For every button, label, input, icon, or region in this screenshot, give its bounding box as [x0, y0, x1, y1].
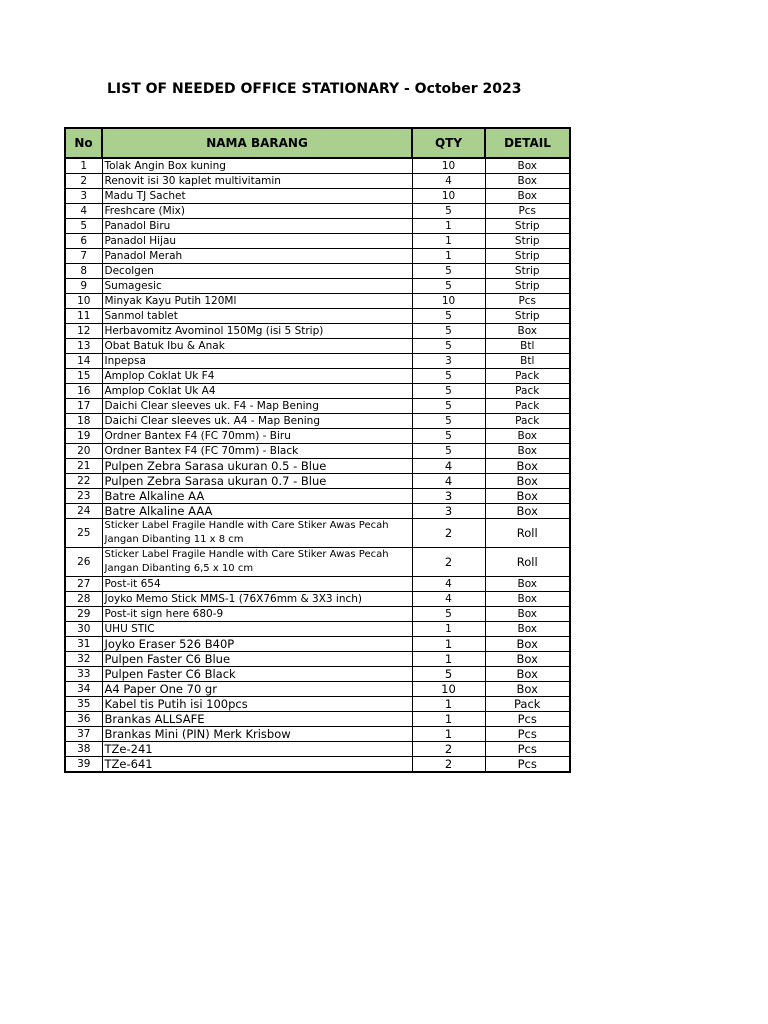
row-number-cell: 25 — [65, 519, 102, 548]
row-number-cell: 14 — [65, 354, 102, 369]
item-name-cell: A4 Paper One 70 gr — [102, 682, 412, 697]
row-number-cell: 29 — [65, 607, 102, 622]
quantity-cell: 10 — [412, 294, 485, 309]
unit-cell: Box — [485, 667, 570, 682]
quantity-cell: 5 — [412, 204, 485, 219]
unit-cell: Pack — [485, 384, 570, 399]
item-name-cell: Batre Alkaline AAA — [102, 504, 412, 519]
unit-cell: Strip — [485, 264, 570, 279]
quantity-cell: 3 — [412, 489, 485, 504]
unit-cell: Pcs — [485, 727, 570, 742]
table-row — [65, 279, 570, 294]
row-number-cell: 26 — [65, 548, 102, 577]
quantity-cell: 5 — [412, 607, 485, 622]
unit-cell: Box — [485, 592, 570, 607]
item-name-cell: Daichi Clear sleeves uk. F4 - Map Bening — [102, 399, 412, 414]
item-name-cell: Pulpen Faster C6 Blue — [102, 652, 412, 667]
item-name-cell: Panadol Biru — [102, 219, 412, 234]
row-number-cell: 8 — [65, 264, 102, 279]
unit-cell: Pcs — [485, 712, 570, 727]
quantity-cell: 5 — [412, 384, 485, 399]
quantity-cell: 1 — [412, 622, 485, 637]
item-name-cell: Obat Batuk Ibu & Anak — [102, 339, 412, 354]
unit-cell: Box — [485, 489, 570, 504]
row-number-cell: 24 — [65, 504, 102, 519]
row-number-cell: 28 — [65, 592, 102, 607]
quantity-cell: 2 — [412, 548, 485, 577]
item-name-cell: Post-it sign here 680-9 — [102, 607, 412, 622]
quantity-cell: 2 — [412, 757, 485, 773]
row-number-cell: 36 — [65, 712, 102, 727]
unit-cell: Box — [485, 622, 570, 637]
table-row — [65, 174, 570, 189]
item-name-cell: Sumagesic — [102, 279, 412, 294]
row-number-cell: 19 — [65, 429, 102, 444]
unit-cell: Btl — [485, 339, 570, 354]
header-detail: DETAIL — [485, 128, 570, 158]
unit-cell: Pcs — [485, 294, 570, 309]
table-header-row — [65, 128, 570, 158]
table-row — [65, 264, 570, 279]
row-number-cell: 18 — [65, 414, 102, 429]
table-row — [65, 757, 570, 773]
table-row — [65, 459, 570, 474]
table-row — [65, 652, 570, 667]
table-row — [65, 309, 570, 324]
unit-cell: Btl — [485, 354, 570, 369]
row-number-cell: 6 — [65, 234, 102, 249]
document-title: LIST OF NEEDED OFFICE STATIONARY - October 2023 — [107, 81, 522, 97]
row-number-cell: 32 — [65, 652, 102, 667]
table-row — [65, 399, 570, 414]
table-row — [65, 519, 570, 548]
table-row — [65, 189, 570, 204]
row-number-cell: 2 — [65, 174, 102, 189]
quantity-cell: 1 — [412, 727, 485, 742]
stationery-table — [64, 127, 571, 773]
unit-cell: Box — [485, 577, 570, 592]
row-number-cell: 34 — [65, 682, 102, 697]
unit-cell: Pcs — [485, 742, 570, 757]
item-name-cell: Ordner Bantex F4 (FC 70mm) - Biru — [102, 429, 412, 444]
unit-cell: Strip — [485, 234, 570, 249]
item-name-cell: Freshcare (Mix) — [102, 204, 412, 219]
table-row — [65, 667, 570, 682]
table-row — [65, 444, 570, 459]
row-number-cell: 13 — [65, 339, 102, 354]
unit-cell: Roll — [485, 548, 570, 577]
row-number-cell: 33 — [65, 667, 102, 682]
item-name-cell: Sticker Label Fragile Handle with Care Stiker Awas Pecah Jangan Dibanting 6,5 x 10 cm — [102, 548, 412, 577]
item-name-cell: Pulpen Faster C6 Black — [102, 667, 412, 682]
item-name-cell: TZe-641 — [102, 757, 412, 773]
item-name-cell: Daichi Clear sleeves uk. A4 - Map Bening — [102, 414, 412, 429]
row-number-cell: 31 — [65, 637, 102, 652]
unit-cell: Box — [485, 504, 570, 519]
unit-cell: Strip — [485, 219, 570, 234]
table-row — [65, 682, 570, 697]
item-name-cell: Decolgen — [102, 264, 412, 279]
table-row — [65, 742, 570, 757]
item-name-cell: Inpepsa — [102, 354, 412, 369]
quantity-cell: 1 — [412, 697, 485, 712]
quantity-cell: 1 — [412, 249, 485, 264]
unit-cell: Pcs — [485, 204, 570, 219]
item-name-cell: TZe-241 — [102, 742, 412, 757]
item-name-cell: Batre Alkaline AA — [102, 489, 412, 504]
quantity-cell: 5 — [412, 264, 485, 279]
table-row — [65, 548, 570, 577]
unit-cell: Pack — [485, 414, 570, 429]
quantity-cell: 4 — [412, 174, 485, 189]
table-row — [65, 622, 570, 637]
row-number-cell: 35 — [65, 697, 102, 712]
row-number-cell: 21 — [65, 459, 102, 474]
row-number-cell: 23 — [65, 489, 102, 504]
unit-cell: Pack — [485, 369, 570, 384]
item-name-cell: Tolak Angin Box kuning — [102, 158, 412, 174]
row-number-cell: 22 — [65, 474, 102, 489]
table-row — [65, 607, 570, 622]
quantity-cell: 5 — [412, 444, 485, 459]
item-name-cell: Sticker Label Fragile Handle with Care Stiker Awas Pecah Jangan Dibanting 11 x 8 cm — [102, 519, 412, 548]
table-row — [65, 474, 570, 489]
header-qty: QTY — [412, 128, 485, 158]
quantity-cell: 5 — [412, 339, 485, 354]
table-row — [65, 504, 570, 519]
quantity-cell: 5 — [412, 279, 485, 294]
table-row — [65, 294, 570, 309]
row-number-cell: 12 — [65, 324, 102, 339]
quantity-cell: 1 — [412, 712, 485, 727]
table-row — [65, 637, 570, 652]
table-row — [65, 489, 570, 504]
item-name-cell: Herbavomitz Avominol 150Mg (isi 5 Strip) — [102, 324, 412, 339]
row-number-cell: 30 — [65, 622, 102, 637]
row-number-cell: 11 — [65, 309, 102, 324]
table-row — [65, 339, 570, 354]
quantity-cell: 5 — [412, 369, 485, 384]
row-number-cell: 20 — [65, 444, 102, 459]
item-name-cell: Panadol Hijau — [102, 234, 412, 249]
table-row — [65, 234, 570, 249]
unit-cell: Strip — [485, 309, 570, 324]
unit-cell: Pcs — [485, 757, 570, 773]
quantity-cell: 10 — [412, 158, 485, 174]
unit-cell: Strip — [485, 249, 570, 264]
unit-cell: Box — [485, 682, 570, 697]
table-row — [65, 592, 570, 607]
item-name-cell: Pulpen Zebra Sarasa ukuran 0.7 - Blue — [102, 474, 412, 489]
quantity-cell: 5 — [412, 399, 485, 414]
item-name-cell: Ordner Bantex F4 (FC 70mm) - Black — [102, 444, 412, 459]
quantity-cell: 5 — [412, 667, 485, 682]
quantity-cell: 4 — [412, 474, 485, 489]
item-name-cell: Renovit isi 30 kaplet multivitamin — [102, 174, 412, 189]
table-row — [65, 384, 570, 399]
row-number-cell: 39 — [65, 757, 102, 773]
quantity-cell: 1 — [412, 219, 485, 234]
unit-cell: Box — [485, 189, 570, 204]
row-number-cell: 37 — [65, 727, 102, 742]
header-name: NAMA BARANG — [102, 128, 412, 158]
unit-cell: Box — [485, 474, 570, 489]
item-name-cell: Brankas ALLSAFE — [102, 712, 412, 727]
row-number-cell: 4 — [65, 204, 102, 219]
item-name-cell: UHU STIC — [102, 622, 412, 637]
quantity-cell: 3 — [412, 354, 485, 369]
quantity-cell: 4 — [412, 577, 485, 592]
row-number-cell: 38 — [65, 742, 102, 757]
row-number-cell: 17 — [65, 399, 102, 414]
row-number-cell: 10 — [65, 294, 102, 309]
quantity-cell: 10 — [412, 189, 485, 204]
item-name-cell: Madu TJ Sachet — [102, 189, 412, 204]
item-name-cell: Amplop Coklat Uk A4 — [102, 384, 412, 399]
row-number-cell: 15 — [65, 369, 102, 384]
unit-cell: Strip — [485, 279, 570, 294]
item-name-cell: Amplop Coklat Uk F4 — [102, 369, 412, 384]
table-row — [65, 158, 570, 174]
table-row — [65, 219, 570, 234]
table-row — [65, 727, 570, 742]
unit-cell: Box — [485, 607, 570, 622]
unit-cell: Box — [485, 652, 570, 667]
quantity-cell: 10 — [412, 682, 485, 697]
unit-cell: Box — [485, 324, 570, 339]
item-name-cell: Joyko Eraser 526 B40P — [102, 637, 412, 652]
row-number-cell: 7 — [65, 249, 102, 264]
table-row — [65, 204, 570, 219]
item-name-cell: Minyak Kayu Putih 120Ml — [102, 294, 412, 309]
unit-cell: Box — [485, 459, 570, 474]
unit-cell: Pack — [485, 399, 570, 414]
unit-cell: Box — [485, 444, 570, 459]
quantity-cell: 5 — [412, 324, 485, 339]
row-number-cell: 16 — [65, 384, 102, 399]
item-name-cell: Pulpen Zebra Sarasa ukuran 0.5 - Blue — [102, 459, 412, 474]
table-row — [65, 369, 570, 384]
header-no: No — [65, 128, 102, 158]
item-name-cell: Post-it 654 — [102, 577, 412, 592]
item-name-cell: Kabel tis Putih isi 100pcs — [102, 697, 412, 712]
quantity-cell: 1 — [412, 234, 485, 249]
item-name-cell: Panadol Merah — [102, 249, 412, 264]
quantity-cell: 4 — [412, 459, 485, 474]
table-row — [65, 324, 570, 339]
unit-cell: Roll — [485, 519, 570, 548]
quantity-cell: 1 — [412, 652, 485, 667]
row-number-cell: 3 — [65, 189, 102, 204]
row-number-cell: 9 — [65, 279, 102, 294]
table-row — [65, 354, 570, 369]
quantity-cell: 5 — [412, 414, 485, 429]
row-number-cell: 27 — [65, 577, 102, 592]
table-body — [65, 158, 570, 772]
table-row — [65, 249, 570, 264]
quantity-cell: 2 — [412, 742, 485, 757]
quantity-cell: 2 — [412, 519, 485, 548]
table-row — [65, 712, 570, 727]
item-name-cell: Joyko Memo Stick MMS-1 (76X76mm & 3X3 inch) — [102, 592, 412, 607]
quantity-cell: 1 — [412, 637, 485, 652]
unit-cell: Box — [485, 158, 570, 174]
table-row — [65, 577, 570, 592]
quantity-cell: 5 — [412, 309, 485, 324]
item-name-cell: Sanmol tablet — [102, 309, 412, 324]
unit-cell: Box — [485, 429, 570, 444]
unit-cell: Box — [485, 174, 570, 189]
table-row — [65, 429, 570, 444]
item-name-cell: Brankas Mini (PIN) Merk Krisbow — [102, 727, 412, 742]
quantity-cell: 5 — [412, 429, 485, 444]
row-number-cell: 5 — [65, 219, 102, 234]
table-row — [65, 414, 570, 429]
row-number-cell: 1 — [65, 158, 102, 174]
quantity-cell: 4 — [412, 592, 485, 607]
unit-cell: Box — [485, 637, 570, 652]
unit-cell: Pack — [485, 697, 570, 712]
quantity-cell: 3 — [412, 504, 485, 519]
table-row — [65, 697, 570, 712]
